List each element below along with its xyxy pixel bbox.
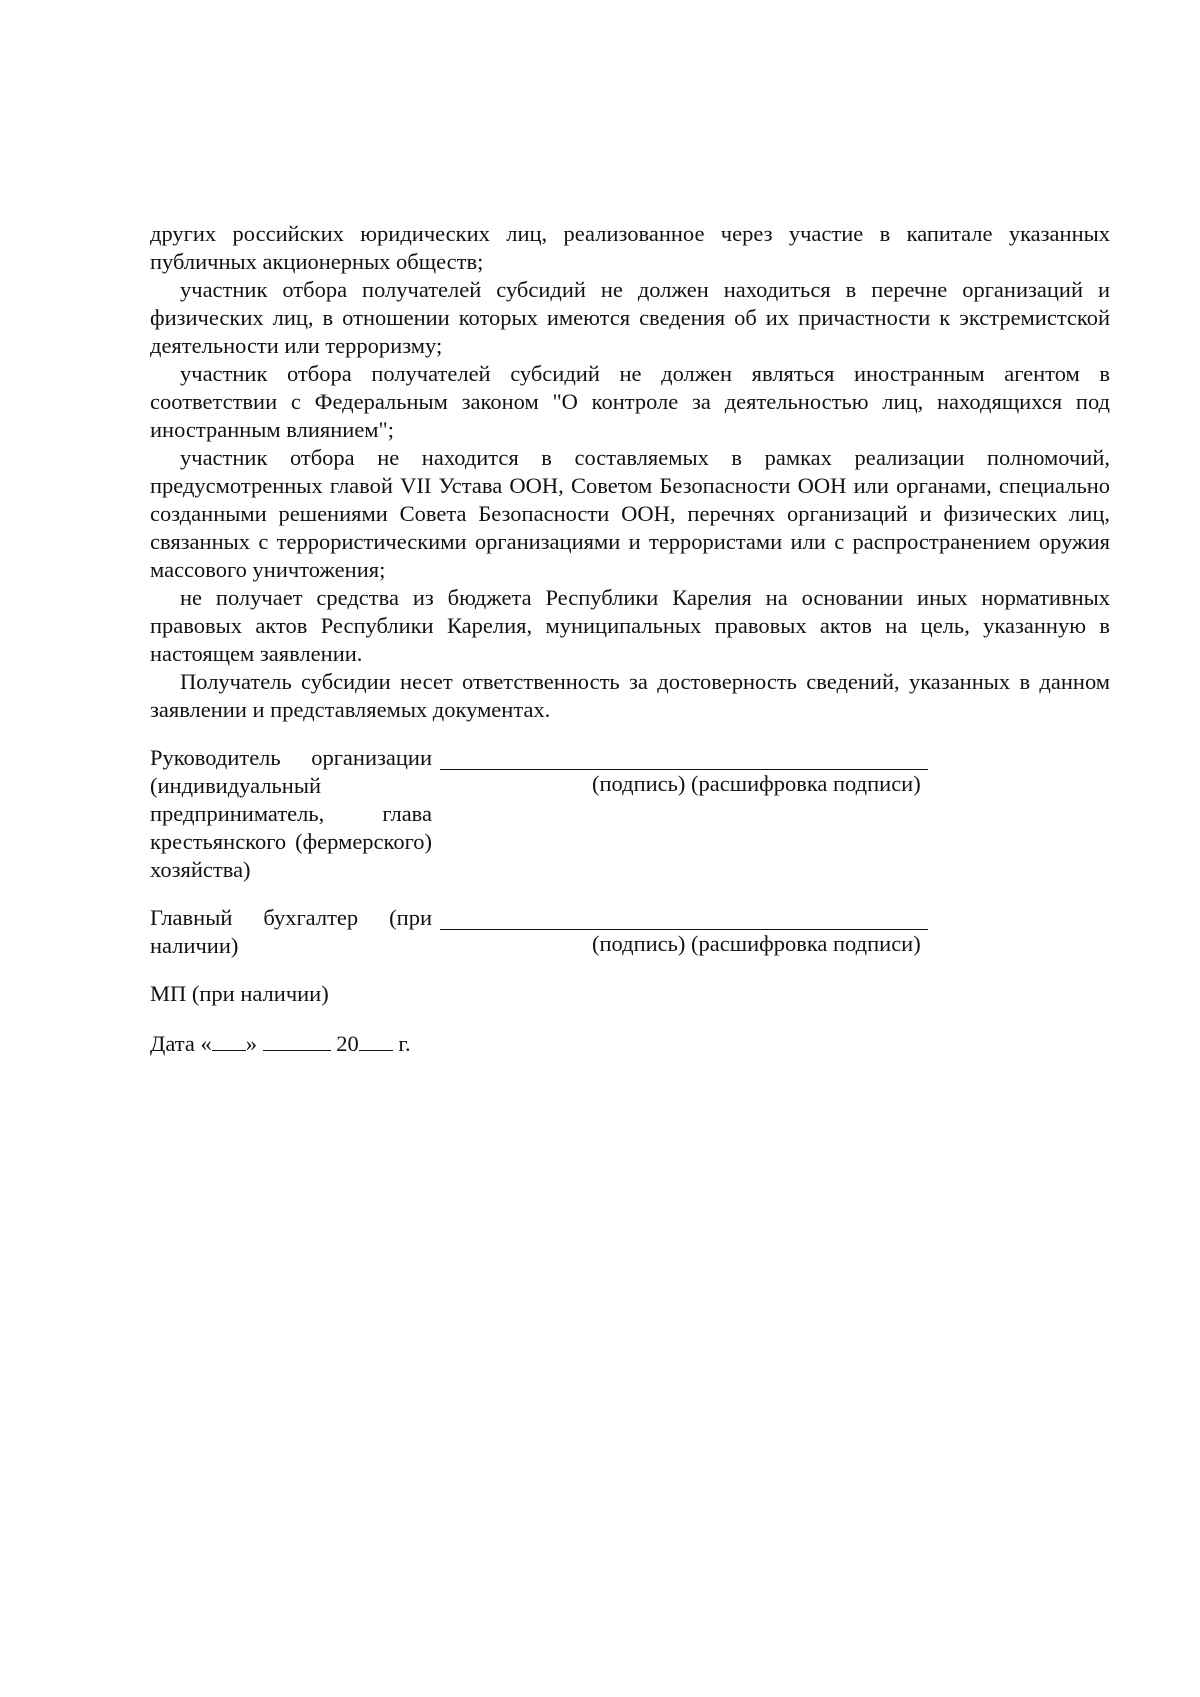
date-label: Дата « bbox=[150, 1031, 212, 1056]
paragraph-foreign-agent: участник отбора получателей субсидий не должен являться иностранным агентом в соответствии с Федеральным законом "О контроле за деятельностью лиц, находящихся под иностранным влиянием"; bbox=[150, 361, 1110, 442]
date-year-prefix: 20 bbox=[336, 1031, 359, 1056]
head-signature-caption: (подпись) (расшифровка подписи) bbox=[592, 771, 921, 796]
paragraph-continuation: других российских юридических лиц, реализованное через участие в капитале указанных публичных акционерных обществ; bbox=[150, 221, 1110, 274]
document-page bbox=[150, 220, 1110, 1058]
accountant-signature-caption: (подпись) (расшифровка подписи) bbox=[592, 931, 921, 956]
head-signature-label: Руководитель организации (индивидуальный предприниматель, глава крестьянского (фермерского) хозяйства) bbox=[150, 745, 432, 882]
paragraph-extremism-list: участник отбора получателей субсидий не должен находиться в перечне организаций и физических лиц, в отношении которых имеются сведения об их причастности к экстремистской деятельности или терроризму; bbox=[150, 277, 1110, 358]
date-month-blank bbox=[263, 1028, 331, 1051]
date-row bbox=[150, 1028, 1110, 1058]
paragraph-responsibility: Получатель субсидии несет ответственность за достоверность сведений, указанных в данном заявлении и представляемых документах. bbox=[150, 669, 1110, 722]
date-close-quote: » bbox=[245, 1031, 257, 1056]
date-suffix: г. bbox=[398, 1031, 411, 1056]
date-year-blank bbox=[359, 1028, 393, 1051]
accountant-signature-label: Главный бухгалтер (при наличии) bbox=[150, 905, 432, 958]
paragraph-budget-funds: не получает средства из бюджета Республики Карелия на основании иных нормативных правовых актов Республики Карелия, муниципальных правовых актов на цель, указанную в настоящем заявлении. bbox=[150, 585, 1110, 666]
accountant-signature-line bbox=[440, 904, 928, 930]
accountant-signature-block bbox=[150, 904, 1110, 960]
date-day-blank bbox=[212, 1028, 246, 1051]
head-signature-line bbox=[440, 744, 928, 770]
head-signature-area bbox=[440, 744, 1110, 884]
head-signature-block bbox=[150, 744, 1110, 884]
accountant-signature-area bbox=[440, 904, 1110, 960]
paragraph-un-sanctions: участник отбора не находится в составляемых в рамках реализации полномочий, предусмотренных главой VII Устава ООН, Советом Безопасности ООН или органами, специально созданными решениями Совета Безопасности ООН, перечнях организаций и физических лиц, связанных с террористическими организациями и террористами или с распространением оружия массового уничтожения; bbox=[150, 445, 1110, 582]
stamp-place-label: МП (при наличии) bbox=[150, 981, 329, 1006]
